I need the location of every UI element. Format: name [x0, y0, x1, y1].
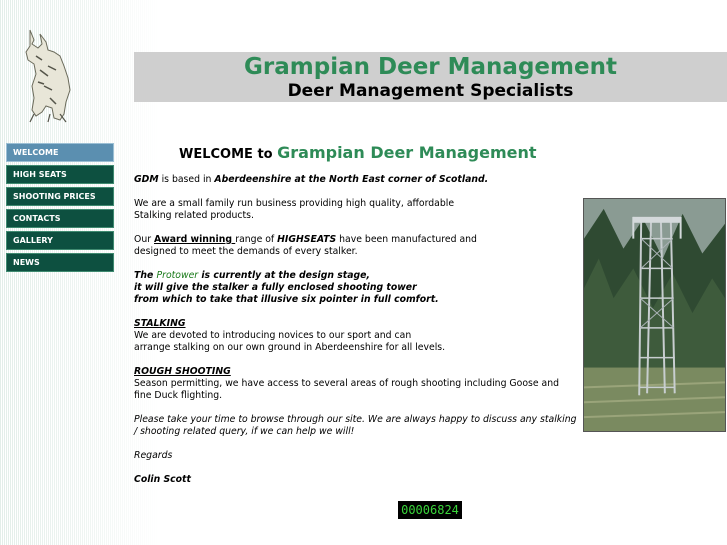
stalking-section	[134, 318, 584, 354]
award-rest: have been manufactured and	[336, 234, 477, 245]
protower-paragraph	[134, 270, 584, 306]
award-winning-link[interactable]: Award winning	[154, 234, 236, 245]
browse-line-1: Please take your time to browse through our site. We are always happy to discuss any stalking	[134, 414, 577, 425]
award-prefix: Our	[134, 234, 154, 245]
business-line-1: We are a small family run business providing high quality, affordable	[134, 198, 455, 209]
intro-paragraph	[134, 174, 584, 186]
rough-shooting-section	[134, 366, 584, 402]
protower-line-2: it will give the stalker a fully enclosed shooting tower	[134, 282, 417, 293]
rough-line-2: fine Duck flighting.	[134, 390, 223, 401]
welcome-brand: Grampian Deer Management	[277, 143, 537, 162]
intro-text: is based in	[158, 174, 215, 185]
gdm-abbrev: GDM	[134, 174, 159, 185]
main-content	[134, 174, 584, 498]
nav-item-news[interactable]: NEWS	[6, 253, 114, 272]
main-nav	[6, 143, 114, 275]
browse-paragraph	[134, 414, 584, 438]
welcome-heading	[179, 142, 537, 166]
deer-logo	[20, 26, 82, 124]
protower-rest: is currently at the design stage,	[198, 270, 370, 281]
award-mid: range of	[235, 234, 278, 245]
high-seat-photo	[583, 198, 726, 432]
nav-item-shooting-prices[interactable]: SHOOTING PRICES	[6, 187, 114, 206]
nav-item-gallery[interactable]: GALLERY	[6, 231, 114, 250]
signature-text: Colin Scott	[134, 474, 191, 485]
stalking-line-2: arrange stalking on our own ground in Aberdeenshire for all levels.	[134, 342, 446, 353]
protower-link[interactable]: Protower	[156, 270, 199, 281]
nav-item-welcome[interactable]: WELCOME	[6, 143, 114, 162]
hit-counter: 00006824	[398, 501, 462, 519]
header-banner	[134, 52, 727, 102]
business-line-2: Stalking related products.	[134, 210, 254, 221]
stalking-heading: STALKING	[134, 318, 186, 329]
award-paragraph	[134, 234, 584, 258]
nav-item-contacts[interactable]: CONTACTS	[6, 209, 114, 228]
protower-the: The	[134, 270, 157, 281]
site-title: Grampian Deer Management	[244, 54, 617, 80]
rough-line-1: Season permitting, we have access to several areas of rough shooting including Goose and	[134, 378, 560, 389]
browse-line-2: / shooting related query, if we can help we will!	[134, 426, 355, 437]
protower-line-3: from which to take that illusive six pointer in full comfort.	[134, 294, 439, 305]
site-subtitle: Deer Management Specialists	[287, 81, 574, 101]
highseats-text: HIGHSEATS	[277, 234, 337, 245]
welcome-prefix: WELCOME to	[179, 147, 273, 162]
intro-location: Aberdeenshire at the North East corner of Scotland.	[214, 174, 489, 185]
regards-text: Regards	[134, 450, 173, 461]
nav-item-high-seats[interactable]: HIGH SEATS	[6, 165, 114, 184]
stalking-line-1: We are devoted to introducing novices to our sport and can	[134, 330, 412, 341]
rough-shooting-heading: ROUGH SHOOTING	[134, 366, 231, 377]
award-line-2: designed to meet the demands of every stalker.	[134, 246, 358, 257]
business-paragraph	[134, 198, 584, 222]
